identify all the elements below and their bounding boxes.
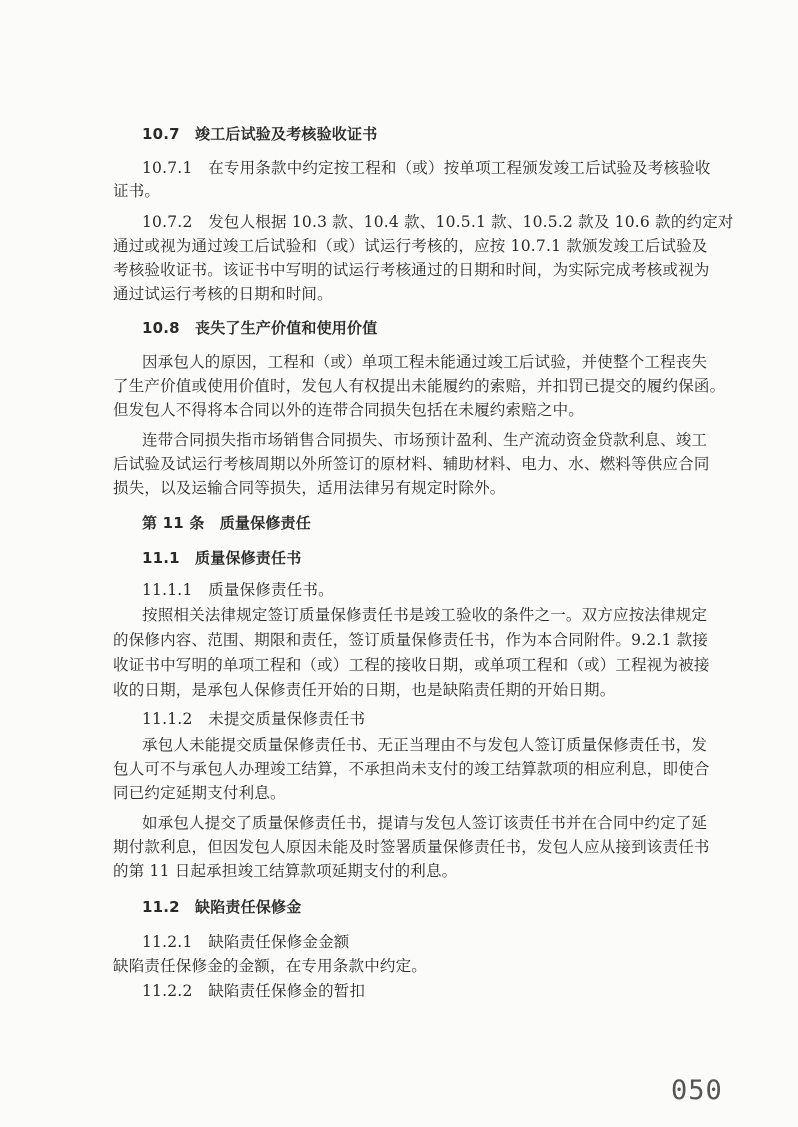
paragraph-line: 但发包人不得将本合同以外的连带合同损失包括在未履约索赔之中。 — [113, 401, 585, 419]
clause-11-1-2: 11.1.2 未提交质量保修责任书 — [142, 710, 366, 728]
paragraph-line: 同已约定延期支付利息。 — [113, 784, 286, 802]
heading-11-2: 11.2 缺陷责任保修金 — [142, 898, 302, 916]
clause-11-2-2: 11.2.2 缺陷责任保修金的暂扣 — [142, 982, 366, 1000]
paragraph-line: 通过或视为通过竣工后试验和（或）试运行考核的，应按 10.7.1 款颁发竣工后试验及 — [113, 237, 708, 255]
paragraph-line: 按照相关法律规定签订质量保修责任书是竣工验收的条件之一。双方应按法律规定 — [142, 606, 708, 624]
paragraph-line: 考核验收证书。该证书中写明的试运行考核通过的日期和时间，为实际完成考核或视为 — [113, 261, 710, 279]
paragraph-line: 缺陷责任保修金的金额，在专用条款中约定。 — [113, 957, 428, 975]
clause-10-7-1: 10.7.1 在专用条款中约定按工程和（或）按单项工程颁发竣工后试验及考核验收 — [142, 159, 711, 177]
heading-10-8: 10.8 丧失了生产价值和使用价值 — [142, 319, 378, 337]
paragraph-line: 损失，以及运输合同等损失，适用法律另有规定时除外。 — [113, 479, 506, 497]
clause-11-1-1: 11.1.1 质量保修责任书。 — [142, 581, 334, 599]
heading-article-11: 第 11 条 质量保修责任 — [142, 514, 311, 532]
page-number: 050 — [671, 1075, 723, 1106]
heading-10-7: 10.7 竣工后试验及考核验收证书 — [142, 125, 378, 143]
paragraph-line: 收证书中写明的单项工程和（或）工程的接收日期，或单项工程和（或）工程视为被接 — [113, 656, 710, 674]
paragraph-line: 证书。 — [113, 182, 161, 200]
heading-11-1: 11.1 质量保修责任书 — [142, 549, 302, 567]
paragraph-line: 如承包人提交了质量保修责任书，提请与发包人签订该责任书并在合同中约定了延 — [142, 814, 708, 832]
paragraph-line: 后试验及试运行考核周期以外所签订的原材料、辅助材料、电力、水、燃料等供应合同 — [113, 455, 710, 473]
paragraph-line: 了生产价值或使用价值时，发包人有权提出未能履约的索赔，并扣罚已提交的履约保函。 — [113, 377, 726, 395]
paragraph-line: 的第 11 日起承担竣工结算款项延期支付的利息。 — [113, 862, 458, 880]
paragraph-line: 包人可不与承包人办理竣工结算，不承担尚未支付的竣工结算款项的相应利息，即使合 — [113, 760, 710, 778]
paragraph-line: 连带合同损失指市场销售合同损失、市场预计盈利、生产流动资金贷款利息、竣工 — [142, 431, 708, 449]
paragraph-line: 收的日期，是承包人保修责任开始的日期，也是缺陷责任期的开始日期。 — [113, 681, 616, 699]
paragraph-line: 的保修内容、范围、期限和责任，签订质量保修责任书，作为本合同附件。9.2.1 款接 — [113, 631, 709, 649]
clause-11-2-1: 11.2.1 缺陷责任保修金金额 — [142, 933, 350, 951]
paragraph-line: 因承包人的原因，工程和（或）单项工程未能通过竣工后试验，并使整个工程丧失 — [142, 353, 708, 371]
clause-10-7-2: 10.7.2 发包人根据 10.3 款、10.4 款、10.5.1 款、10.5.2 款及 10.6 款的约定对 — [142, 213, 734, 231]
paragraph-line: 通过试运行考核的日期和时间。 — [113, 285, 333, 303]
paragraph-line: 承包人未能提交质量保修责任书、无正当理由不与发包人签订质量保修责任书，发 — [142, 736, 708, 754]
paragraph-line: 期付款利息，但因发包人原因未能及时签署质量保修责任书，发包人应从接到该责任书 — [113, 838, 710, 856]
